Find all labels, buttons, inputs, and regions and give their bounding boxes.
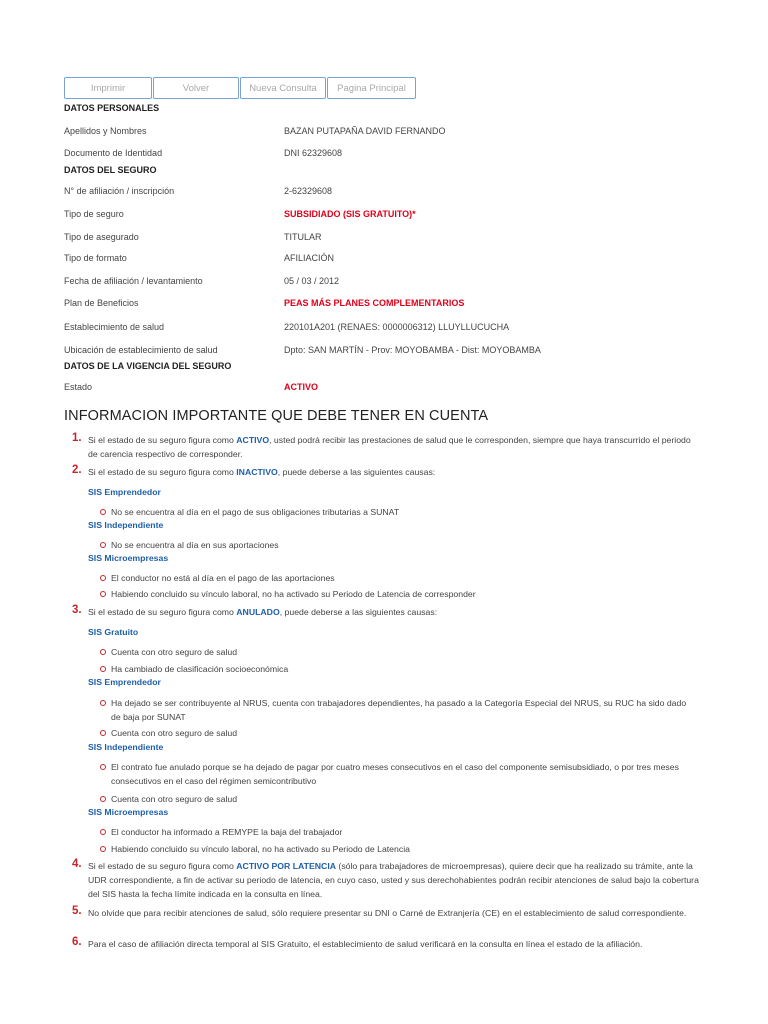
row-value: BAZAN PUTAPAÑA DAVID FERNANDO [284,126,446,136]
item-text: , puede deberse a las siguientes causas: [277,467,436,477]
new-query-button[interactable]: Nueva Consulta [240,77,326,99]
sub-heading: SIS Emprendedor [88,487,161,497]
list-item-text: Habiendo concluido su vínculo laboral, no ha activado su Periodo de Latencia de corresponder [111,589,476,599]
info-item-1 [72,433,702,461]
list-item-text: No se encuentra al día en el pago de sus obligaciones tributarias a SUNAT [111,507,400,517]
print-button[interactable]: Imprimir [64,77,152,99]
row-value: 220101A201 (RENAES: 0000006312) LLUYLLUCUCHA [284,322,510,332]
info-item-2 [72,465,702,479]
bullet-icon [100,846,106,852]
item-text: , usted podrá recibir las prestaciones de salud que le corresponden, siempre que haya transcurrido el periodo de carencia respectivo de corresponder. [88,435,691,459]
list-item [100,505,690,519]
bullet-icon [100,509,106,515]
row-value: SUBSIDIADO (SIS GRATUITO)* [284,209,416,219]
status-badge: ACTIVO [284,382,319,392]
status-keyword: ACTIVO [236,435,270,445]
list-item [100,538,690,552]
list-item [100,696,690,724]
row-value: PEAS MÁS PLANES COMPLEMENTARIOS [284,298,465,308]
list-item [100,571,690,585]
row-label: N° de afiliación / inscripción [64,186,175,196]
row-value: 2-62329608 [284,186,333,196]
item-number: 4. [72,858,82,870]
sub-heading: SIS Independiente [88,520,164,530]
item-number: 2. [72,464,82,476]
item-text: Si el estado de su seguro figura como [88,607,237,617]
item-text: Si el estado de su seguro figura como [88,861,237,871]
row-label: Tipo de asegurado [64,232,139,242]
list-item [100,842,690,856]
section-title-personal: DATOS PERSONALES [64,103,160,113]
sub-heading: SIS Microempresas [88,807,169,817]
list-item-text: Habiendo concluido su vínculo laboral, no ha activado su Periodo de Latencia [111,844,410,854]
bullet-icon [100,700,106,706]
sub-heading: SIS Emprendedor [88,677,161,687]
list-item [100,587,690,601]
item-number: 6. [72,936,82,948]
list-item [100,825,690,839]
bullet-icon [100,591,106,597]
list-item-text: El contrato fue anulado porque se ha dejado de pagar por cuatro meses consecutivos en el caso del componente semisubsidiado, o por tres meses consecutivos en el caso del régimen semicontributivo [111,762,679,786]
list-item-text: El conductor no está al día en el pago de las aportaciones [111,573,335,583]
list-item-text: No se encuentra al día en sus aportaciones [111,540,279,550]
bullet-icon [100,730,106,736]
sub-heading: SIS Independiente [88,742,164,752]
list-item [100,760,690,788]
bullet-icon [100,649,106,655]
info-heading: INFORMACION IMPORTANTE QUE DEBE TENER EN CUENTA [64,408,489,424]
info-item-5 [72,906,702,920]
item-number: 1. [72,432,82,444]
row-value: DNI 62329608 [284,148,343,158]
row-label: Fecha de afiliación / levantamiento [64,276,203,286]
sub-heading: SIS Gratuito [88,627,139,637]
bullet-icon [100,666,106,672]
row-label: Ubicación de establecimiento de salud [64,345,218,355]
list-item [100,792,690,806]
item-number: 3. [72,604,82,616]
bullet-icon [100,829,106,835]
status-keyword: INACTIVO [236,467,278,477]
back-button[interactable]: Volver [153,77,239,99]
row-label: Tipo de seguro [64,209,124,219]
item-text: Para el caso de afiliación directa temporal al SIS Gratuito, el establecimiento de salud verificará en la consulta en línea el estado de la afiliación. [88,939,643,949]
row-label: Documento de Identidad [64,148,163,158]
list-item-text: Cuenta con otro seguro de salud [111,728,238,738]
row-label: Tipo de formato [64,253,127,263]
list-item [100,726,690,740]
sub-heading: SIS Microempresas [88,553,169,563]
list-item [100,645,690,659]
row-label: Establecimiento de salud [64,322,165,332]
section-title-validity: DATOS DE LA VIGENCIA DEL SEGURO [64,361,232,371]
toolbar [64,77,416,99]
row-value: AFILIACIÓN [284,253,335,263]
list-item-text: Cuenta con otro seguro de salud [111,794,238,804]
item-text: No olvide que para recibir atenciones de salud, sólo requiere presentar su DNI o Carné de Extranjería (CE) en el establecimiento de salud correspondiente. [88,908,687,918]
list-item-text: Cuenta con otro seguro de salud [111,647,238,657]
info-item-3 [72,605,702,619]
info-item-4 [72,859,702,901]
item-text: Si el estado de su seguro figura como [88,467,237,477]
status-keyword: ANULADO [236,607,280,617]
item-number: 5. [72,905,82,917]
item-text: (sólo para trabajadores de microempresas), quiere decir que ha realizado su trámite, ante la UDR correspondiente, a fin de activar su periodo de latencia, en cuyo caso, usted y sus derechohabientes podrán recibir atenciones de salud bajo la cobertura del SIS hasta la fecha límite indicada en la consulta en línea. [88,861,699,899]
row-value: 05 / 03 / 2012 [284,276,340,286]
row-label: Estado [64,382,93,392]
bullet-icon [100,764,106,770]
status-keyword: ACTIVO POR LATENCIA [236,861,337,871]
list-item [100,662,690,676]
list-item-text: Ha dejado se ser contribuyente al NRUS, cuenta con trabajadores dependientes, ha pasado a la Categoría Especial del NRUS, su RUC ha sido dado de baja por SUNAT [111,698,687,722]
item-text: Si el estado de su seguro figura como [88,435,237,445]
list-item-text: Ha cambiado de clasificación socioeconómica [111,664,289,674]
info-item-6 [72,937,702,951]
bullet-icon [100,575,106,581]
section-title-insurance: DATOS DEL SEGURO [64,165,157,175]
list-item-text: El conductor ha informado a REMYPE la baja del trabajador [111,827,343,837]
home-button[interactable]: Pagina Principal [327,77,416,99]
row-label: Apellidos y Nombres [64,126,147,136]
row-value: Dpto: SAN MARTÍN - Prov: MOYOBAMBA - Dist: MOYOBAMBA [284,345,541,355]
row-value: TITULAR [284,232,322,242]
row-label: Plan de Beneficios [64,298,139,308]
item-text: , puede deberse a las siguientes causas: [279,607,438,617]
bullet-icon [100,542,106,548]
bullet-icon [100,796,106,802]
